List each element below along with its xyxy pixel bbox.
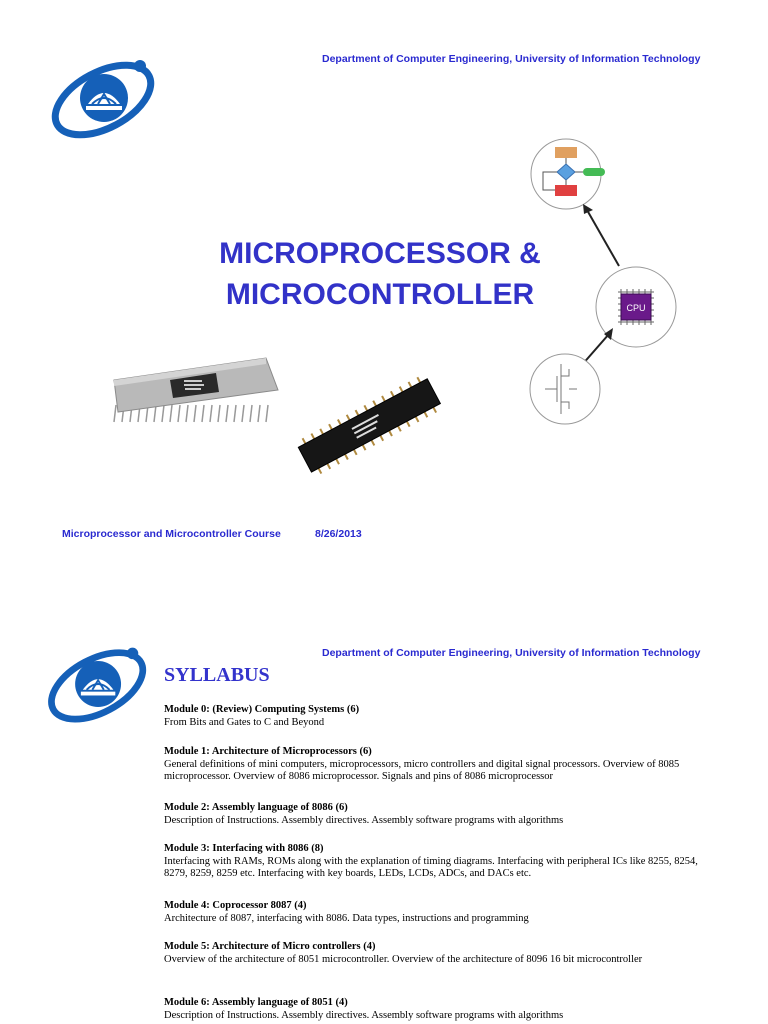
transistor-icon (530, 354, 600, 424)
module-title: Module 6: Assembly language of 8051 (4) (164, 997, 348, 1008)
module-desc: General definitions of mini computers, microprocessors, micro controllers and digital signal processors. Overview of 8085 microprocessor. Overview of 8086 microprocessor. Signals and pins of 8086 microprocessor (164, 758, 680, 782)
module-desc: Overview of the architecture of 8051 microcontroller. Overview of the architecture of 8096 16 bit microcontroller (164, 953, 643, 965)
title-line-1: MICROPROCESSOR & (219, 237, 541, 270)
module-4 (164, 900, 724, 925)
module-desc: Description of Instructions. Assembly directives. Assembly software programs with algorithms (164, 814, 564, 826)
module-title: Module 5: Architecture of Micro controllers (4) (164, 941, 376, 952)
flowchart-icon (531, 139, 605, 209)
module-1 (164, 746, 724, 784)
module-title: Module 0: (Review) Computing Systems (6) (164, 704, 360, 715)
module-0 (164, 704, 724, 729)
module-title: Module 3: Interfacing with 8086 (8) (164, 843, 324, 854)
ceramic-dip-chip-image (106, 330, 281, 425)
module-title: Module 1: Architecture of Microprocessors (6) (164, 746, 372, 757)
plastic-dip-chip-image (292, 372, 452, 477)
processor-diagram (525, 134, 685, 429)
title-line-2: MICROCONTROLLER (225, 278, 535, 311)
footer-course: Microprocessor and Microcontroller Course (62, 528, 281, 540)
module-desc: Interfacing with RAMs, ROMs along with the explanation of timing diagrams. Interfacing with peripheral ICs like 8255, 8254, 8279, 8259, 8259 etc. Interfacing with key boards, LEDs, LCDs, ADCs, and DACs etc. (164, 855, 698, 879)
module-3 (164, 843, 724, 881)
cpu-label: CPU (626, 303, 646, 313)
university-logo (48, 52, 164, 144)
main-title (180, 233, 580, 315)
module-desc: Description of Instructions. Assembly directives. Assembly software programs with algorithms (164, 1009, 564, 1021)
module-desc: From Bits and Gates to C and Beyond (164, 716, 325, 728)
department-header: Department of Computer Engineering, University of Information Technology (322, 647, 701, 659)
footer-date: 8/26/2013 (315, 528, 362, 540)
university-logo (44, 640, 156, 728)
slide-separator (0, 590, 768, 591)
module-2 (164, 802, 724, 827)
module-title: Module 4: Coprocessor 8087 (4) (164, 900, 307, 911)
department-header: Department of Computer Engineering, University of Information Technology (322, 53, 701, 65)
module-6 (164, 997, 724, 1022)
module-desc: Architecture of 8087, interfacing with 8086. Data types, instructions and programming (164, 912, 529, 924)
module-5 (164, 941, 724, 966)
syllabus-heading: SYLLABUS (164, 664, 270, 686)
module-title: Module 2: Assembly language of 8086 (6) (164, 802, 348, 813)
